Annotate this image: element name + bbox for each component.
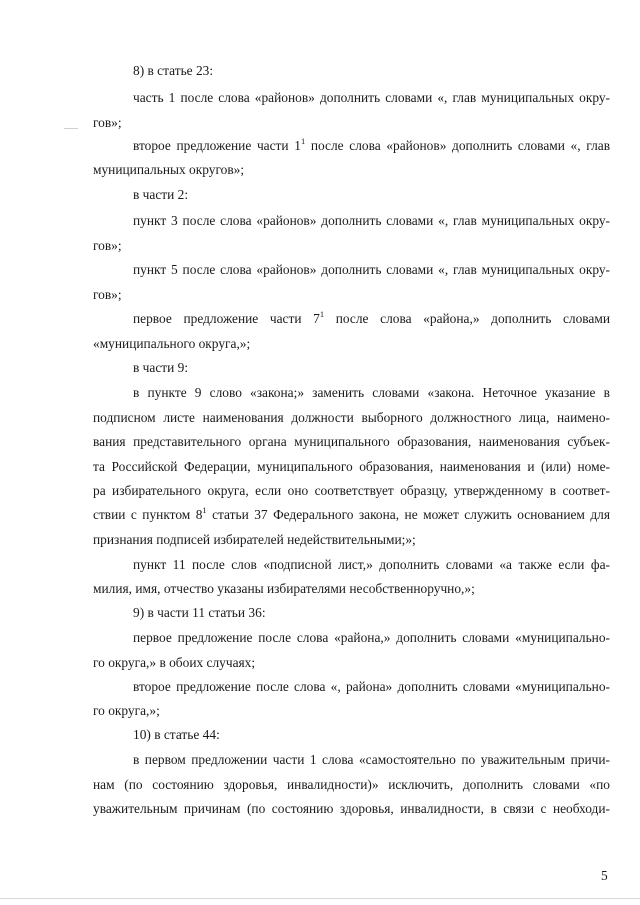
text-line: первое предложение после слова «района,» дополнить словами «муниципально- xyxy=(133,630,610,645)
text-line: признания подписей избирателей недействительными;»; xyxy=(93,532,416,547)
page-bottom-edge xyxy=(0,898,640,899)
text-line: 9) в части 11 статьи 36: xyxy=(133,605,266,620)
text-line: гов»; xyxy=(93,287,122,302)
text-line xyxy=(133,311,610,327)
text-fragment: после слова «района,» дополнить словами xyxy=(324,311,611,326)
text-line: пункт 5 после слова «районов» дополнить словами «, глав муниципальных окру- xyxy=(133,262,610,277)
text-line: в пункте 9 слово «закона;» заменить словами «закона. Неточное указание в xyxy=(133,385,610,400)
text-line: подписном листе наименования должности выборного должностного лица, наимено- xyxy=(93,410,610,425)
text-line: гов»; xyxy=(93,115,122,130)
text-line: в первом предложении части 1 слова «самостоятельно по уважительным причи- xyxy=(133,752,610,767)
text-line: 8) в статье 23: xyxy=(133,63,214,78)
text-fragment: после слова «районов» дополнить словами «, глав xyxy=(305,138,611,153)
text-line: го округа,» в обоих случаях; xyxy=(93,655,256,670)
text-fragment: ствии с пунктом 8 xyxy=(93,507,203,522)
text-line: часть 1 после слова «районов» дополнить словами «, глав муниципальных окру- xyxy=(133,90,610,105)
text-line: го округа,»; xyxy=(93,703,160,718)
margin-mark xyxy=(64,128,78,129)
text-line: 10) в статье 44: xyxy=(133,727,220,742)
text-line: милия, имя, отчество указаны избирателями несобственноручно,»; xyxy=(93,581,475,596)
text-line: вания представительного органа муниципального образования, наименования субъек- xyxy=(93,434,610,449)
text-line: пункт 11 после слов «подписной лист,» дополнить словами «а также если фа- xyxy=(133,557,610,572)
text-line: «муниципального округа,»; xyxy=(93,336,251,351)
text-line: второе предложение после слова «, района» дополнить словами «муниципально- xyxy=(133,679,610,694)
text-line: пункт 3 после слова «районов» дополнить словами «, глав муниципальных окру- xyxy=(133,213,610,228)
page-number: 5 xyxy=(601,868,608,883)
text-fragment: второе предложение части 1 xyxy=(133,138,301,153)
text-line: уважительным причинам (по состоянию здоровья, инвалидности, в связи с необходи- xyxy=(93,801,610,816)
text-line: муниципальных округов»; xyxy=(93,162,245,177)
superscript: 1 xyxy=(319,309,325,319)
text-line xyxy=(93,507,610,523)
text-line: та Российской Федерации, муниципального образования, наименования и (или) номе- xyxy=(93,459,610,474)
text-fragment: статьи 37 Федерального закона, не может служить основанием для xyxy=(206,507,611,522)
superscript: 1 xyxy=(300,136,306,146)
text-line: ра избирательного округа, если оно соответствует образцу, утвержденному в соответ- xyxy=(93,483,610,498)
superscript: 1 xyxy=(202,505,207,515)
text-line: в части 2: xyxy=(133,187,189,202)
text-line: гов»; xyxy=(93,238,122,253)
text-line: в части 9: xyxy=(133,360,189,375)
text-fragment: первое предложение части 7 xyxy=(133,311,320,326)
text-line xyxy=(133,138,610,154)
text-line: нам (по состоянию здоровья, инвалидности)» исключить, дополнить словами «по xyxy=(93,777,610,792)
